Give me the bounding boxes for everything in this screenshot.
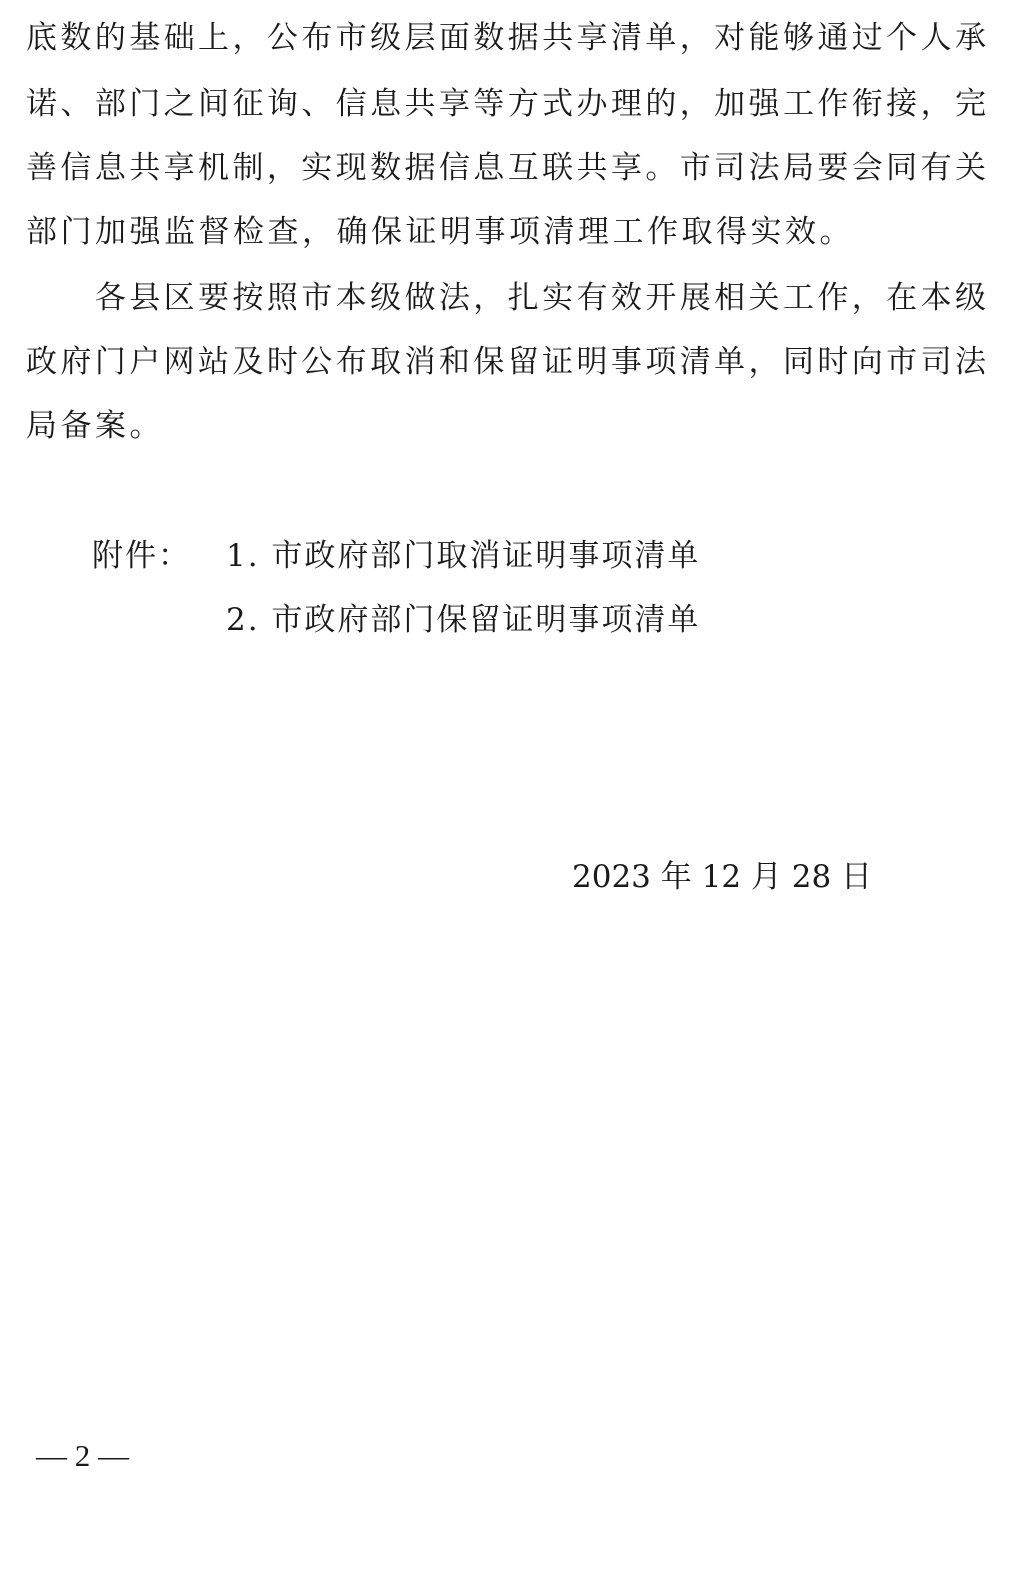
body-line: 各县区要按照市本级做法，扎实有效开展相关工作，在本级 bbox=[26, 280, 986, 316]
body-line: 底数的基础上，公布市级层面数据共享清单，对能够通过个人承 bbox=[26, 20, 986, 56]
body-line: 善信息共享机制，实现数据信息互联共享。市司法局要会同有关 bbox=[26, 150, 986, 186]
body-line: 政府门户网站及时公布取消和保留证明事项清单，同时向市司法 bbox=[26, 344, 986, 380]
attachment-item: 1. 市政府部门取消证明事项清单 bbox=[226, 538, 701, 574]
page-number: — 2 — bbox=[36, 1438, 129, 1473]
attachment-label: 附件： bbox=[92, 538, 191, 574]
document-date: 2023 年 12 月 28 日 bbox=[572, 859, 873, 895]
body-line: 局备案。 bbox=[26, 408, 164, 444]
attachment-item: 2. 市政府部门保留证明事项清单 bbox=[226, 602, 701, 638]
body-line: 诺、部门之间征询、信息共享等方式办理的，加强工作衔接，完 bbox=[26, 86, 986, 122]
body-line: 部门加强监督检查，确保证明事项清理工作取得实效。 bbox=[26, 214, 854, 250]
